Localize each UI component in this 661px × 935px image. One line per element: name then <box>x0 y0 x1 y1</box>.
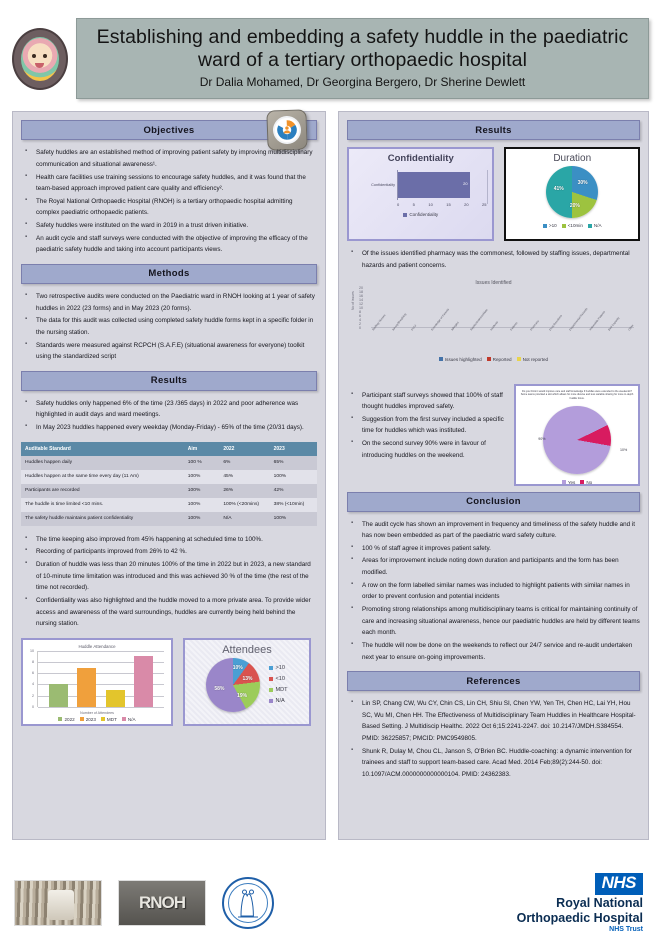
chart-title-confidentiality: Confidentiality <box>387 153 454 165</box>
list-item: ▪ Standards were measured against RCPCH (S.A.F.E) (situational awareness for everyone) toolkit using the standardized script <box>21 340 317 363</box>
list-item: ▪ Areas for improvement include noting down duration and participants and the form has been modified. <box>347 555 640 578</box>
table-cell: Huddles happen daily <box>21 456 184 470</box>
table-row <box>21 498 317 512</box>
poster-footer <box>0 871 661 935</box>
results-bottom-bullet-list <box>21 534 317 630</box>
left-column <box>12 111 326 840</box>
section-heading-conclusion: Conclusion <box>347 492 640 512</box>
issues-bullet-list <box>347 248 640 271</box>
table-header-cell: Aim <box>184 442 220 456</box>
methods-bullet-list <box>21 291 317 363</box>
section-heading-references: References <box>347 671 640 691</box>
legend-item: N/A <box>122 717 136 722</box>
list-item: ▪ In May 2023 huddles happened every weekday (Monday-Friday) - 65% of the time (20/31 days). <box>21 422 317 434</box>
bar <box>77 668 96 707</box>
chart-yaxis-label-issues: No of issues <box>351 290 355 310</box>
pie-slice-label: 30% <box>577 179 588 186</box>
royal-national-orthopaedic-hospital-seal-icon <box>222 877 274 929</box>
chart-huddle-attendance <box>21 638 173 726</box>
nhs-branding <box>517 873 647 933</box>
legend-item: No <box>580 480 592 485</box>
list-item: ▪ Health care facilities use training sessions to encourage safety huddles, and it was found that the team-based approach improved patient care quality and efficiency². <box>21 172 317 195</box>
page-title: Establishing and embedding a safety huddle in the paediatric ward of a tertiary orthopaedic hospital <box>96 26 629 71</box>
table-cell: 100 % <box>184 456 220 470</box>
chart-title-huddle-attendance: Huddle Attendance <box>78 643 116 649</box>
legend-item: MDT <box>101 717 117 722</box>
legend-item: Confidentiality <box>403 212 438 217</box>
list-item: ▪ Two retrospective audits were conducted on the Paediatric ward in RNOH looking at 1 year of safety huddles in 2022 (23 forms) and in May 2023 (20 forms). <box>21 291 317 314</box>
poster-header <box>0 0 661 105</box>
table-header-cell: 2022 <box>219 442 269 456</box>
author-list: Dr Dalia Mohamed, Dr Georgina Bergero, Dr Sherine Dewlett <box>199 75 526 90</box>
table-cell: 100% <box>270 470 317 484</box>
legend-item: >10 <box>543 223 557 228</box>
references-list <box>347 698 640 780</box>
table-cell: 45% <box>219 470 269 484</box>
section-heading-results-left: Results <box>21 371 317 391</box>
conclusion-bullet-list <box>347 519 640 664</box>
table-row <box>21 456 317 470</box>
table-header-cell: Auditable Standard <box>21 442 184 456</box>
nhs-trust-name-line2: Orthopaedic Hospital <box>516 910 643 925</box>
legend-item: 2022 <box>58 717 74 722</box>
chart-xaxis-label-huddle-attendance: Number of Attendees <box>80 710 114 715</box>
table-cell: N/A <box>219 512 269 526</box>
methods-section <box>21 264 317 363</box>
list-item: ▪ Shunk R, Dulay M, Chou CL, Janson S, O'Brien BC. Huddle-coaching: a dynamic intervention for trainees and staff to support team-based care. Acad Med. 2014 Feb;89(2):244-50. doi: 10.1097/ACM.0000000000000104. PMID: 24362383. <box>347 746 640 781</box>
chart-title-issues-identified: Issues Identified <box>475 279 512 286</box>
chart-duration-pie <box>504 147 640 241</box>
pie-weekend-huddles <box>543 406 611 474</box>
objectives-section <box>21 120 317 256</box>
legend-item: 2023 <box>80 717 96 722</box>
legend-item: >10 <box>269 665 287 671</box>
table-cell: 100% <box>184 484 220 498</box>
table-cell: 65% <box>270 456 317 470</box>
list-item: ▪ Suggestion from the first survey included a specific time for huddles which was instituted. <box>347 414 508 437</box>
pie-slice-label: 10% <box>619 447 628 452</box>
legend-item: Yes <box>562 480 576 485</box>
bar-plot-area-issues: 20 18 16 14 12 10 8 6 4 2 0 <box>371 288 634 328</box>
legend-item: Not reported <box>517 357 549 362</box>
table-cell: Huddles happen at the same time every day (11 Am) <box>21 470 184 484</box>
section-heading-objectives: Objectives <box>21 120 317 140</box>
pie-slice-label: 13% <box>242 676 253 683</box>
list-item: ▪ Recording of participants improved from 26% to 42 %. <box>21 546 317 558</box>
legend-item: Issues highlighted <box>439 357 482 362</box>
pie-attendees <box>206 658 260 712</box>
title-banner <box>76 18 649 99</box>
section-heading-methods: Methods <box>21 264 317 284</box>
table-header-row <box>21 442 317 456</box>
table-cell: 42% <box>270 484 317 498</box>
bar <box>134 656 153 706</box>
list-item: ▪ Confidentiality was also highlighted and the huddle moved to a more private area. To provide wider access and awareness of the ward surroundings, huddles are currently being held behind the nursing station. <box>21 595 317 630</box>
chart-legend-issues <box>349 357 638 362</box>
list-item: ▪ Safety huddles were instituted on the ward in 2019 in a trust driven initiative. <box>21 220 317 232</box>
legend-item: N/A <box>588 223 602 228</box>
chart-confidentiality <box>347 147 494 241</box>
legend-item: Reported <box>487 357 512 362</box>
right-charts-row-top <box>347 147 640 241</box>
list-item: ▪ The huddle will now be done on the weekends to reflect our 24/7 service and re-audit undertaken next year to ensure on-going improvements. <box>347 640 640 663</box>
table-cell: 38% (<10min) <box>270 498 317 512</box>
list-item: ▪ An audit cycle and staff surveys were conducted with the objective of improving the efficacy of the paediatric safety huddle and taking into account participants views. <box>21 233 317 256</box>
audit-standards-table <box>21 442 317 526</box>
list-item: ▪ The time keeping also improved from 45% happening at scheduled time to 100%. <box>21 534 317 546</box>
legend-item: <10 <box>269 676 287 682</box>
chart-legend-weekend-huddles <box>520 480 634 485</box>
table-cell: 100% <box>184 498 220 512</box>
bar <box>398 172 470 198</box>
bar <box>106 690 125 707</box>
table-cell: Participants are recorded <box>21 484 184 498</box>
chart-title-duration: Duration <box>553 153 592 165</box>
legend-item: N/A <box>269 698 287 704</box>
chart-category-label: Confidentiality <box>371 183 395 188</box>
table-cell: The huddle is time limited <10 mins. <box>21 498 184 512</box>
nhs-trust-label: NHS Trust <box>609 925 643 933</box>
survey-row <box>347 384 640 486</box>
hospital-corridor-photo <box>14 880 102 926</box>
pie-slice-label: 41% <box>553 186 564 193</box>
chart-xaxis-ticks-confidentiality: 0 5 10 15 20 25 <box>397 202 487 208</box>
paediatric-child-logo-icon <box>12 28 68 90</box>
chart-legend-huddle-attendance <box>27 717 167 722</box>
list-item: ▪ Safety huddles are an established method of improving patient safety by improving multidisciplinary communication and situational awareness¹. <box>21 147 317 170</box>
list-item: ▪ Lin SP, Chang CW, Wu CY, Chin CS, Lin CH, Shiu SI, Chen YW, Yen TH, Chen HC, Lai YH, Hou SC, Wu MI, Chen HH. The Effectiveness of Multidisciplinary Team Huddles in Healthcare Hospital-Based Setting. J Multidiscip Healthc. 2022 Oct 6;15:2241-2247. doi: 10.2147/JMDH.S384554. PMID: 36225857; PMCID: PMC9549805. <box>347 698 640 745</box>
left-results-section <box>21 371 317 630</box>
chart-issues-identified <box>349 280 638 380</box>
table-row <box>21 484 317 498</box>
table-cell: 100% <box>184 512 220 526</box>
table-header-cell: 2023 <box>270 442 317 456</box>
list-item: ▪ 100 % of staff agree it improves patient safety. <box>347 543 640 555</box>
chart-attendees-pie <box>183 638 311 726</box>
list-item: ▪ Promoting strong relationships among multidisciplinary teams is critical for maintaining continuity of care and increasing situational awareness, hence our paediatric huddles are held by different teams each month. <box>347 604 640 639</box>
survey-bullet-list <box>347 390 508 486</box>
list-item: ▪ Safety huddles only happened 6% of the time (23 /365 days) in 2022 and poor adherence was highlighted in audit days and ward meetings. <box>21 398 317 421</box>
pie-slice-label: 58% <box>214 686 225 693</box>
list-item: ▪ The Royal National Orthopaedic Hospital (RNOH) is a tertiary orthopaedic hospital admitting complex paediatric orthopaedic patients. <box>21 196 317 219</box>
list-item: ▪ A row on the form labelled similar names was included to highlight patients with similar names in order to prevent confusion and potential incidents <box>347 580 640 603</box>
bar <box>49 684 68 706</box>
legend-item: MDT <box>269 687 287 693</box>
list-item: ▪ On the second survey 90% were in favour of introducing huddles on the weekend. <box>347 438 508 461</box>
poster-body <box>0 105 661 840</box>
bar-value-label: 20 <box>463 181 468 187</box>
objectives-bullet-list <box>21 147 317 256</box>
chart-legend-attendees <box>269 665 287 704</box>
chart-xaxis-labels-issues: Staffing/ Nurses Airway/Breathing PICU Knowledge of Parents Allergies Sepsis/Antimicrobials Incidents Patients Pharmacy Drug Reactions Departmental Hazards Vulnerable Patients Bed Capacity Other <box>371 306 635 331</box>
list-item: ▪ Duration of huddle was less than 20 minutes 100% of the time in 2022 but in 2023, a new standard of 10-minute time limitation was introduced and this was achieved 30 % of the time (the rest of the time not recorded). <box>21 559 317 594</box>
pie-slice-label: 19% <box>237 692 248 699</box>
references-section <box>347 671 640 780</box>
pie-duration <box>546 166 598 218</box>
list-item: ▪ Participant staff surveys showed that 100% of staff thought huddles improved safety. <box>347 390 508 413</box>
table-row <box>21 512 317 526</box>
list-item: ▪ The audit cycle has shown an improvement in frequency and timeliness of the safety huddle and it has now been embedded as part of the paediatric ward safety culture. <box>347 519 640 542</box>
chart-weekend-huddles-pie <box>514 384 640 486</box>
legend-item: <10min <box>562 223 583 228</box>
chart-title-weekend-huddles: Do you think it would improve care and staff knowledge if huddles were extended to the weekends? Some teams provided a slot which allows for more diverse and less variable sharing for more in-depth huddle focus. <box>520 389 634 400</box>
nhs-logo: NHS <box>595 873 643 895</box>
results-top-bullet-list <box>21 398 317 434</box>
chart-legend-duration <box>510 223 634 228</box>
chart-legend-confidentiality <box>353 212 488 217</box>
list-item: ▪ The data for this audit was collected using completed safety huddle forms kept in a specific folder in the nursing station. <box>21 315 317 338</box>
left-charts-row <box>21 638 317 726</box>
table-cell: The safety huddle maintains patient confidentiality <box>21 512 184 526</box>
chart-title-attendees: Attendees <box>222 643 272 656</box>
rnoh-sign-photo: RNOH <box>118 880 206 926</box>
nhs-trust-name-line1: Royal National <box>556 895 643 910</box>
table-cell: 100% (<20mins) <box>219 498 269 512</box>
table-cell: 26% <box>219 484 269 498</box>
table-row <box>21 470 317 484</box>
conclusion-section <box>347 492 640 664</box>
table-cell: 100% <box>184 470 220 484</box>
right-column <box>338 111 649 840</box>
pie-slice-label: 90% <box>538 437 546 442</box>
teamwork-app-icon <box>266 110 307 151</box>
pie-slice-label: 20% <box>569 202 580 209</box>
section-heading-results-right: Results <box>347 120 640 140</box>
bar-plot-area: 10 8 6 4 2 0 <box>37 651 164 707</box>
table-cell: 6% <box>219 456 269 470</box>
table-cell: 100% <box>270 512 317 526</box>
pie-slice-label: 10% <box>232 664 243 671</box>
list-item: ▪ Of the issues identified pharmacy was the commonest, followed by staffing issues, departmental hazards and patient concerns. <box>347 248 640 271</box>
